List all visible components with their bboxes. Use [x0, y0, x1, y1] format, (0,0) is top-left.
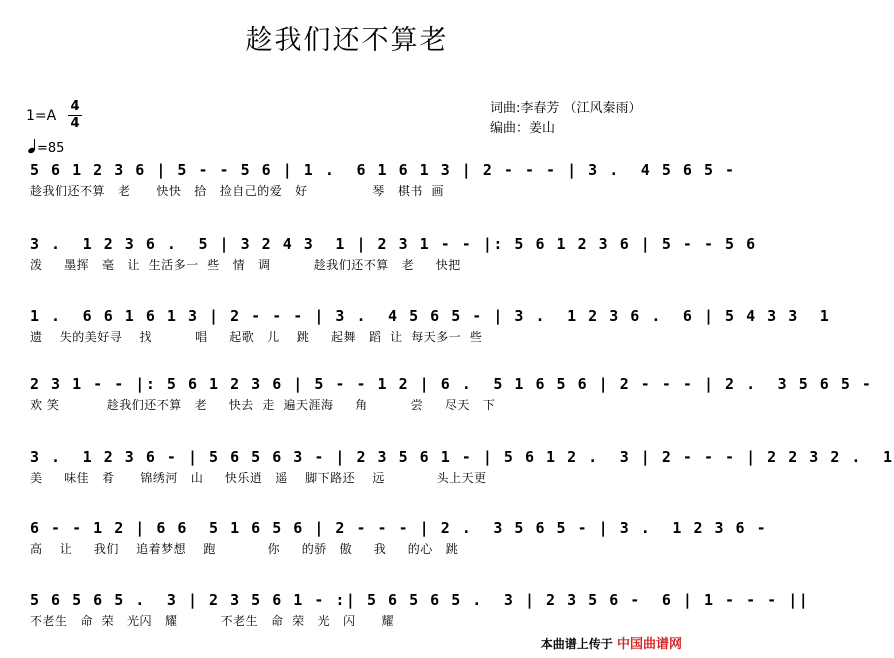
notes-line: 5 6 5 6 5 . 3 | 2 3 5 6 1 - :| 5 6 5 6 5 . 3 | 2 3 5 6 - 6 | 1 - - - ||	[30, 591, 810, 609]
tempo-value: =85	[37, 141, 65, 156]
lyrics-line: 高 让 我们 追着梦想 跑 你 的骄 傲 我 的心 跳	[30, 542, 459, 556]
source-footer	[541, 633, 682, 652]
lyrics-line: 趁我们还不算 老 快快 拾 捡自己的爱 好 琴 棋书 画	[30, 184, 444, 198]
lyrics-line: 美 味佳 肴 锦绣河 山 快乐逍 遥 脚下路还 远 头上天更	[30, 471, 487, 485]
quarter-note-icon	[27, 147, 35, 154]
score-system-7	[30, 590, 810, 629]
time-signature-bottom: 4	[70, 116, 80, 131]
lyrics-line: 欢 笑 趁我们还不算 老 快去 走 遍天涯海 角 尝 尽天 下	[30, 398, 496, 412]
notes-line: 1 . 6 6 1 6 1 3 | 2 - - - | 3 . 4 5 6 5 - | 3 . 1 2 3 6 . 6 | 5 4 3 3 1	[30, 307, 831, 325]
footer-text: 本曲谱上传于	[540, 637, 613, 651]
arranger-credit: 编曲：姜山	[490, 121, 556, 136]
lyrics-line: 泼 墨挥 毫 让 生活多一 些 情 调 趁我们还不算 老 快把	[30, 258, 461, 272]
lyrics-music-credit: 词曲:李春芳 （江风秦雨）	[490, 101, 642, 116]
lyrics-line: 遗 失的美好寻 找 唱 起歌 儿 跳 起舞 蹈 让 每天多一 些	[30, 330, 483, 344]
notes-line: 6 - - 1 2 | 6 6 5 1 6 5 6 | 2 - - - | 2 . 3 5 6 5 - | 3 . 1 2 3 6 -	[30, 519, 768, 537]
lyrics-line: 不老生 命 荣 光闪 耀 不老生 命 荣 光 闪 耀	[30, 614, 394, 628]
notes-line: 3 . 1 2 3 6 . 5 | 3 2 4 3 1 | 2 3 1 - - |: 5 6 1 2 3 6 | 5 - - 5 6	[30, 235, 757, 253]
score-system-6	[30, 518, 768, 557]
time-signature	[68, 100, 82, 131]
score-system-3	[30, 306, 831, 345]
site-logo[interactable]: 中国曲谱网	[616, 637, 682, 652]
score-system-1	[30, 160, 736, 199]
time-signature-top: 4	[70, 99, 80, 114]
score-system-2	[30, 234, 757, 273]
tempo-marking	[28, 139, 64, 156]
notes-line: 3 . 1 2 3 6 - | 5 6 5 6 3 - | 2 3 5 6 1 - | 5 6 1 2 . 3 | 2 - - - | 2 2 3 2 . 1	[30, 448, 894, 466]
score-system-4	[30, 374, 873, 413]
notes-line: 5 6 1 2 3 6 | 5 - - 5 6 | 1 . 6 1 6 1 3 | 2 - - - | 3 . 4 5 6 5 -	[30, 161, 736, 179]
key-signature: 1=A	[26, 108, 57, 124]
notes-line: 2 3 1 - - |: 5 6 1 2 3 6 | 5 - - 1 2 | 6 . 5 1 6 5 6 | 2 - - - | 2 . 3 5 6 5 -	[30, 375, 873, 393]
score-system-5	[30, 447, 894, 486]
song-title: 趁我们还不算老	[245, 25, 449, 56]
